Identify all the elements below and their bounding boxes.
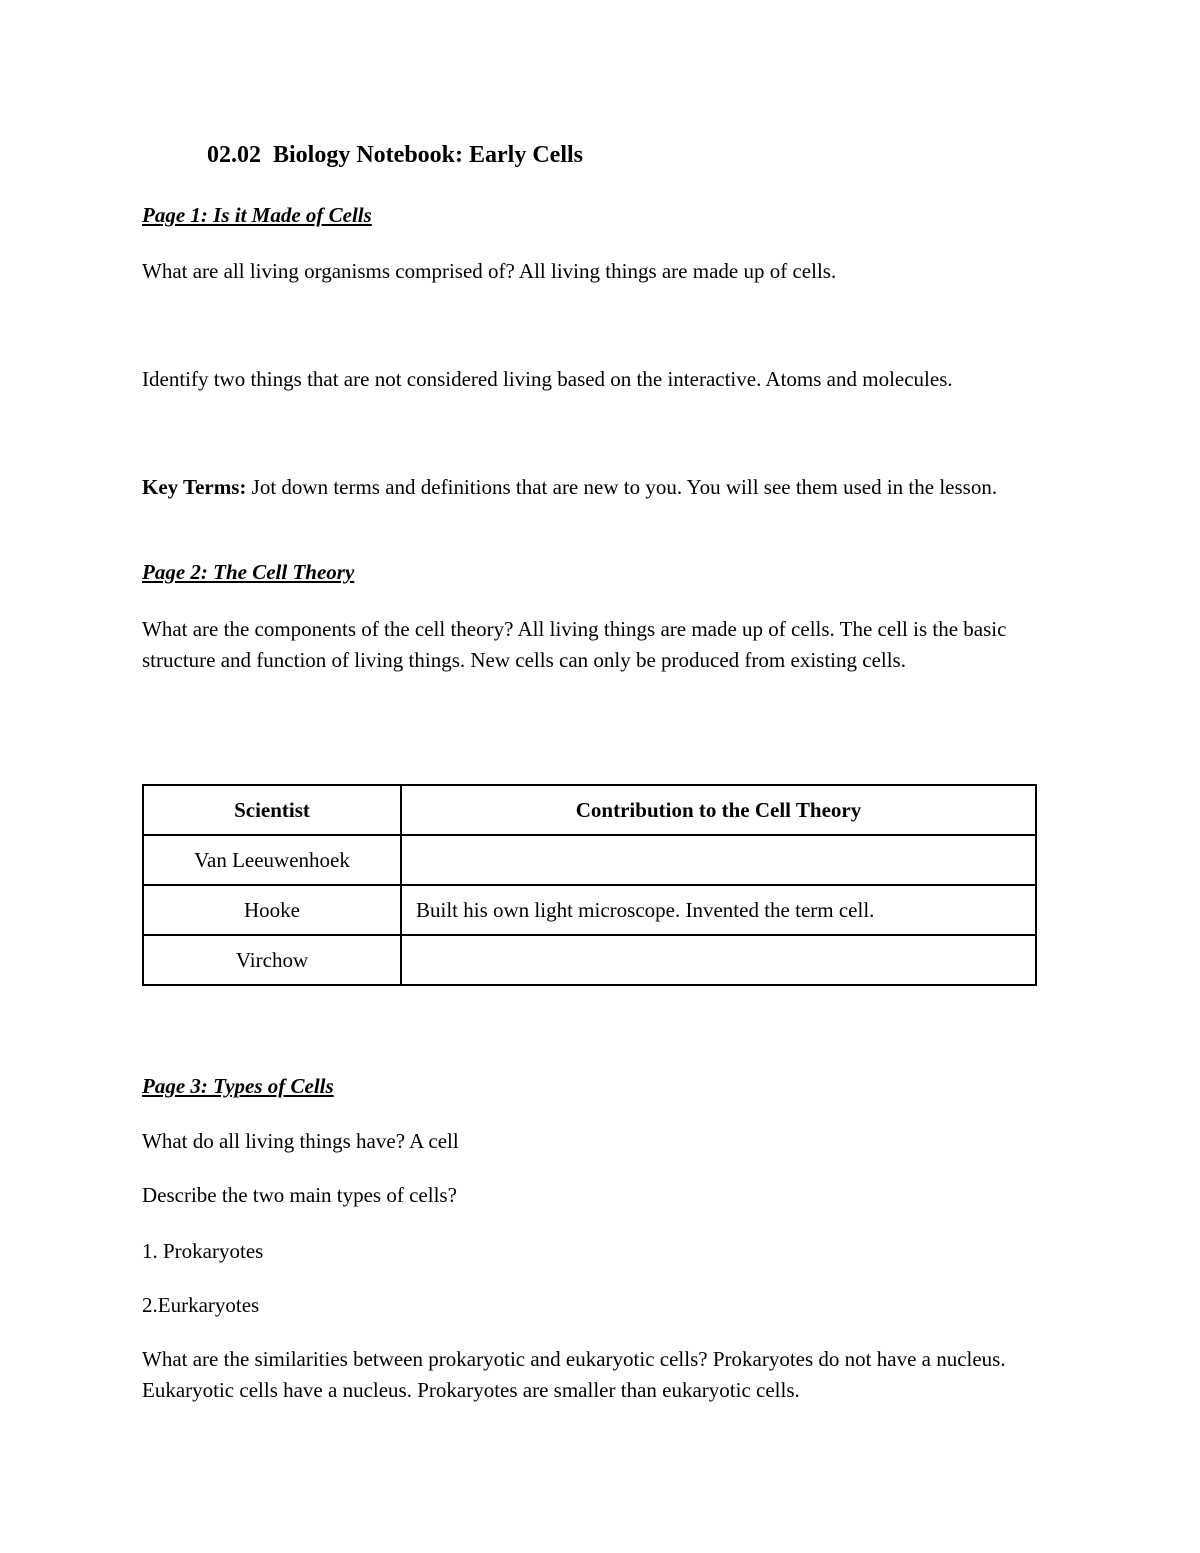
page1-heading: Page 1: Is it Made of Cells: [142, 203, 372, 227]
table-row: [143, 885, 1036, 935]
page3-heading: Page 3: Types of Cells: [142, 1074, 334, 1098]
key-terms-paragraph: [142, 472, 1057, 503]
page3-question-3: What are the similarities between prokaryotic and eukaryotic cells? Prokaryotes do not have a nucleus. Eukaryotic cells have a nucleus. Prokaryotes are smaller than eukaryotic cells.: [142, 1347, 1006, 1402]
scientist-cell: Van Leeuwenhoek: [143, 835, 401, 885]
contribution-cell: Built his own light microscope. Invented the term cell.: [401, 885, 1036, 935]
scientist-table: [142, 784, 1037, 986]
page2-heading: Page 2: The Cell Theory: [142, 560, 355, 584]
table-header-row: [143, 785, 1036, 835]
table-row: [143, 835, 1036, 885]
key-terms-text: Jot down terms and definitions that are new to you. You will see them used in the lesson.: [246, 475, 998, 499]
contribution-cell: [401, 935, 1036, 985]
cell-type-item-1: 1. Prokaryotes: [142, 1239, 264, 1263]
document-title: 02.02 Biology Notebook: Early Cells: [207, 142, 583, 168]
page1-question-1: What are all living organisms comprised of? All living things are made up of cells.: [142, 259, 837, 283]
header-contribution: Contribution to the Cell Theory: [401, 785, 1036, 835]
scientist-cell: Virchow: [143, 935, 401, 985]
page3-question-2: Describe the two main types of cells?: [142, 1183, 457, 1207]
cell-type-item-2: 2.Eurkaryotes: [142, 1293, 260, 1317]
page1-question-2: Identify two things that are not considered living based on the interactive. Atoms and molecules.: [142, 367, 953, 391]
page3-question-1: What do all living things have? A cell: [142, 1129, 459, 1153]
table-row: [143, 935, 1036, 985]
contribution-cell: [401, 835, 1036, 885]
page2-question-1: What are the components of the cell theory? All living things are made up of cells. The cell is the basic structure and function of living things. New cells can only be produced from existing cells.: [142, 617, 1007, 672]
key-terms-label: Key Terms:: [142, 475, 247, 499]
scientist-cell: Hooke: [143, 885, 401, 935]
header-scientist: Scientist: [143, 785, 401, 835]
